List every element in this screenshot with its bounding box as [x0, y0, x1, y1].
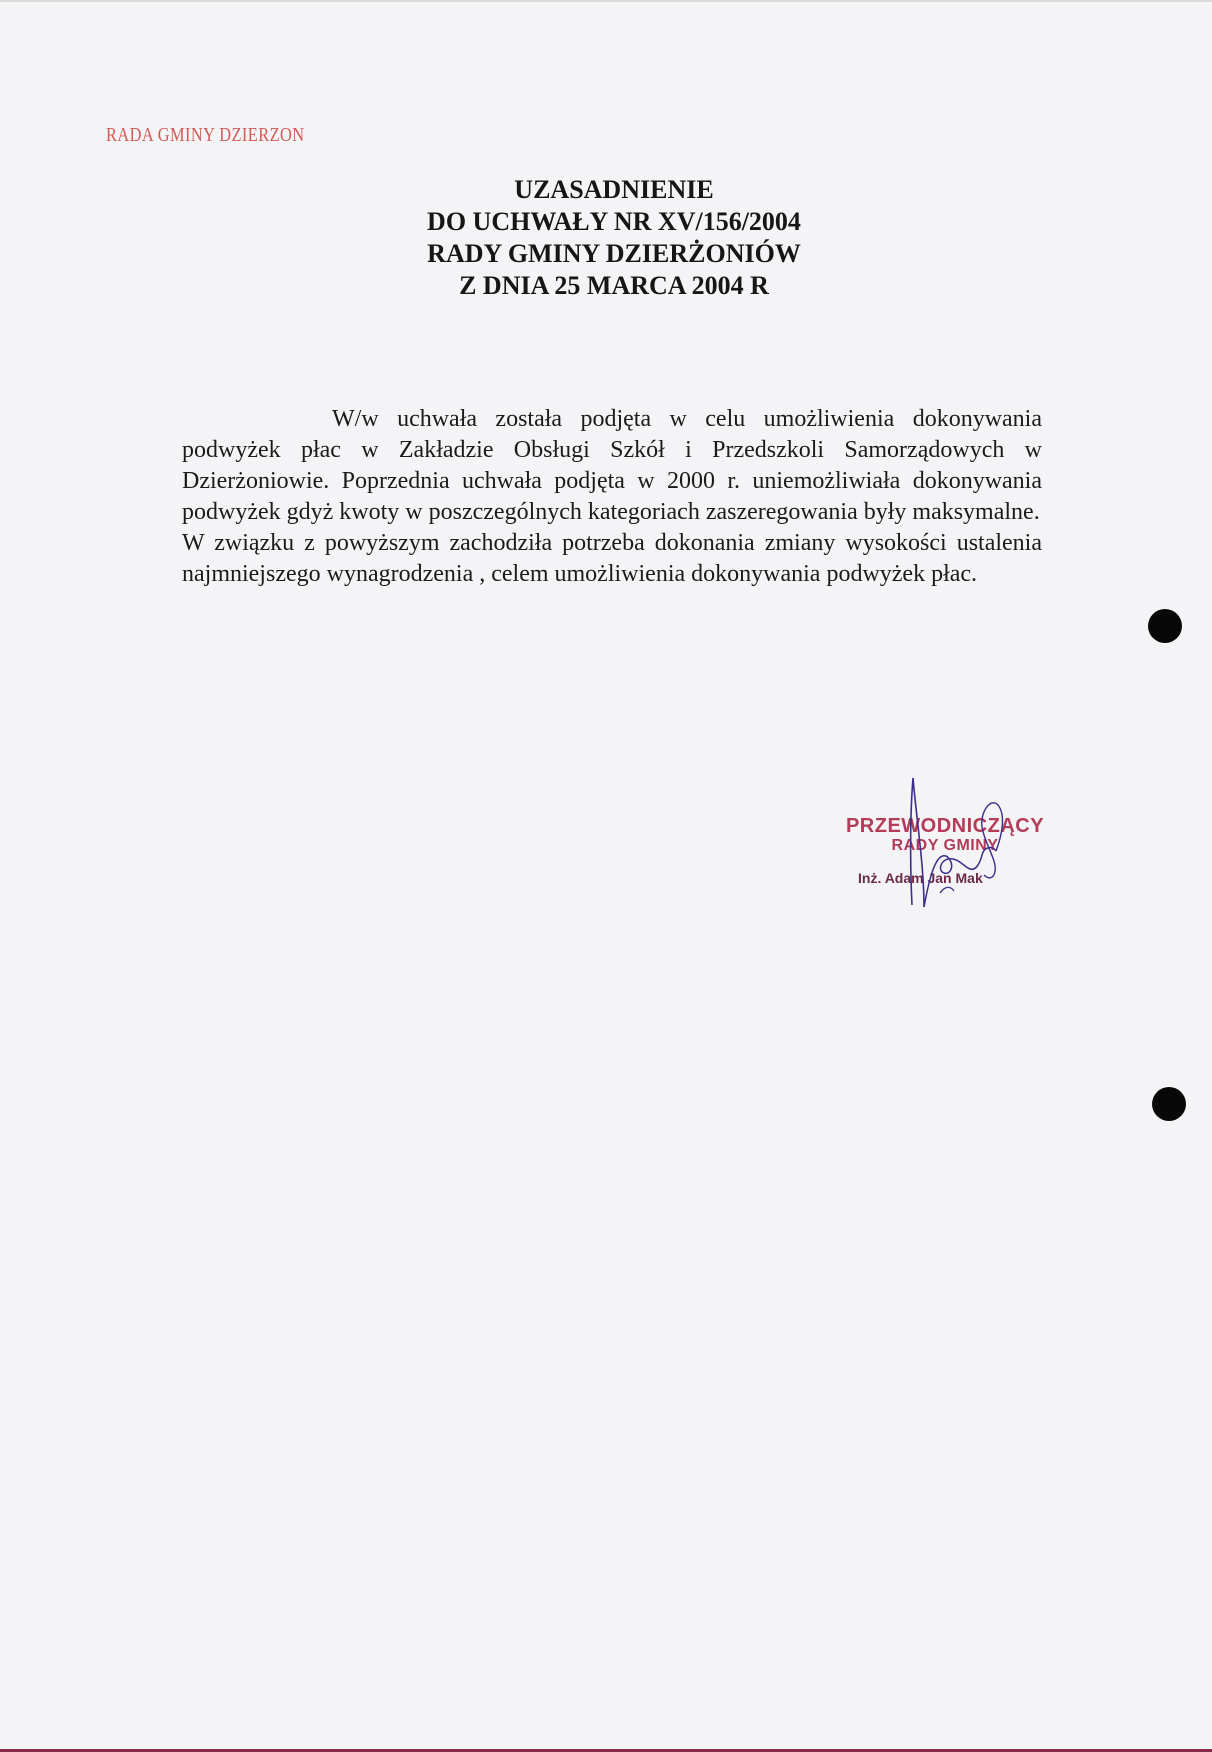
header-stamp: RADA GMINY DZIERZON: [106, 124, 305, 146]
title-line-2: DO UCHWAŁY NR XV/156/2004: [427, 207, 801, 236]
title-line-1: UZASADNIENIE: [514, 175, 714, 204]
title-line-3: RADY GMINY DZIERŻONIÓW: [427, 239, 801, 268]
signature-stamp-title: PRZEWODNICZĄCY: [845, 815, 1045, 837]
punch-hole-upper: [1148, 609, 1182, 643]
title-line-4: Z DNIA 25 MARCA 2004 R: [459, 271, 769, 300]
signature-stamp-name: Inż. Adam Jan Mak: [858, 870, 983, 886]
body-paragraph-1: W/w uchwała została podjęta w celu umożliwienia dokonywania podwyżek płac w Zakładzie Obsługi Szkół i Przedszkoli Samorządowych w Dzierżoniowie. Poprzednia uchwała podjęta w 2000 r. uniemożliwiała dokonywania podwyżek gdyż kwoty w poszczególnych kategoriach zaszeregowania były maksymalne.: [182, 406, 1042, 525]
body-paragraph-2: W związku z powyższym zachodziła potrzeba dokonania zmiany wysokości ustalenia najmniejszego wynagrodzenia , celem umożliwienia dokonywania podwyżek płac.: [182, 530, 1042, 587]
document-body: [182, 404, 1042, 590]
handwritten-signature: [880, 775, 1030, 915]
document-title: [0, 174, 1212, 302]
page-top-edge: [0, 0, 1212, 2]
punch-hole-lower: [1152, 1087, 1186, 1121]
signature-stamp-subtitle: RADY GMINY: [891, 837, 999, 854]
